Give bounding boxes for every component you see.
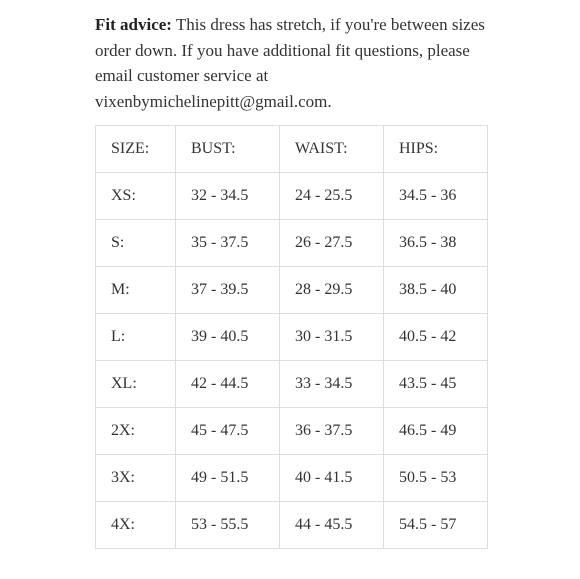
hips-cell: 36.5 - 38 — [384, 220, 488, 267]
bust-cell: 35 - 37.5 — [176, 220, 280, 267]
size-cell: S: — [96, 220, 176, 267]
hips-cell: 38.5 - 40 — [384, 267, 488, 314]
hips-cell: 46.5 - 49 — [384, 408, 488, 455]
size-cell: 3X: — [96, 455, 176, 502]
fit-advice-text-line-2: order down. If you have additional fit questions, please — [95, 40, 470, 60]
size-cell: XL: — [96, 361, 176, 408]
table-row — [96, 314, 488, 361]
waist-cell: 44 - 45.5 — [280, 502, 384, 549]
fit-advice-label: Fit advice: — [95, 15, 172, 34]
table-row — [96, 220, 488, 267]
waist-cell: 28 - 29.5 — [280, 267, 384, 314]
table-row — [96, 267, 488, 314]
size-cell: L: — [96, 314, 176, 361]
bust-cell: 32 - 34.5 — [176, 173, 280, 220]
header-bust: BUST: — [176, 126, 280, 173]
size-chart-table — [95, 125, 488, 549]
size-cell: M: — [96, 267, 176, 314]
waist-cell: 33 - 34.5 — [280, 361, 384, 408]
fit-advice-text-line-1: This dress has stretch, if you're between sizes — [171, 15, 485, 34]
waist-cell: 26 - 27.5 — [280, 220, 384, 267]
hips-cell: 50.5 - 53 — [384, 455, 488, 502]
fit-advice-paragraph — [95, 12, 535, 114]
bust-cell: 45 - 47.5 — [176, 408, 280, 455]
size-cell: XS: — [96, 173, 176, 220]
hips-cell: 34.5 - 36 — [384, 173, 488, 220]
hips-cell: 54.5 - 57 — [384, 502, 488, 549]
size-cell: 4X: — [96, 502, 176, 549]
table-row — [96, 408, 488, 455]
hips-cell: 40.5 - 42 — [384, 314, 488, 361]
table-header-row — [96, 126, 488, 173]
header-hips: HIPS: — [384, 126, 488, 173]
bust-cell: 53 - 55.5 — [176, 502, 280, 549]
waist-cell: 24 - 25.5 — [280, 173, 384, 220]
customer-service-email: vixenbymichelinepitt@gmail.com. — [95, 91, 332, 111]
header-waist: WAIST: — [280, 126, 384, 173]
table-row — [96, 173, 488, 220]
table-row — [96, 361, 488, 408]
hips-cell: 43.5 - 45 — [384, 361, 488, 408]
bust-cell: 49 - 51.5 — [176, 455, 280, 502]
table-row — [96, 502, 488, 549]
header-size: SIZE: — [96, 126, 176, 173]
fit-advice-text-line-3: email customer service at — [95, 66, 269, 85]
bust-cell: 39 - 40.5 — [176, 314, 280, 361]
bust-cell: 42 - 44.5 — [176, 361, 280, 408]
waist-cell: 40 - 41.5 — [280, 455, 384, 502]
bust-cell: 37 - 39.5 — [176, 267, 280, 314]
waist-cell: 36 - 37.5 — [280, 408, 384, 455]
table-row — [96, 455, 488, 502]
waist-cell: 30 - 31.5 — [280, 314, 384, 361]
size-cell: 2X: — [96, 408, 176, 455]
